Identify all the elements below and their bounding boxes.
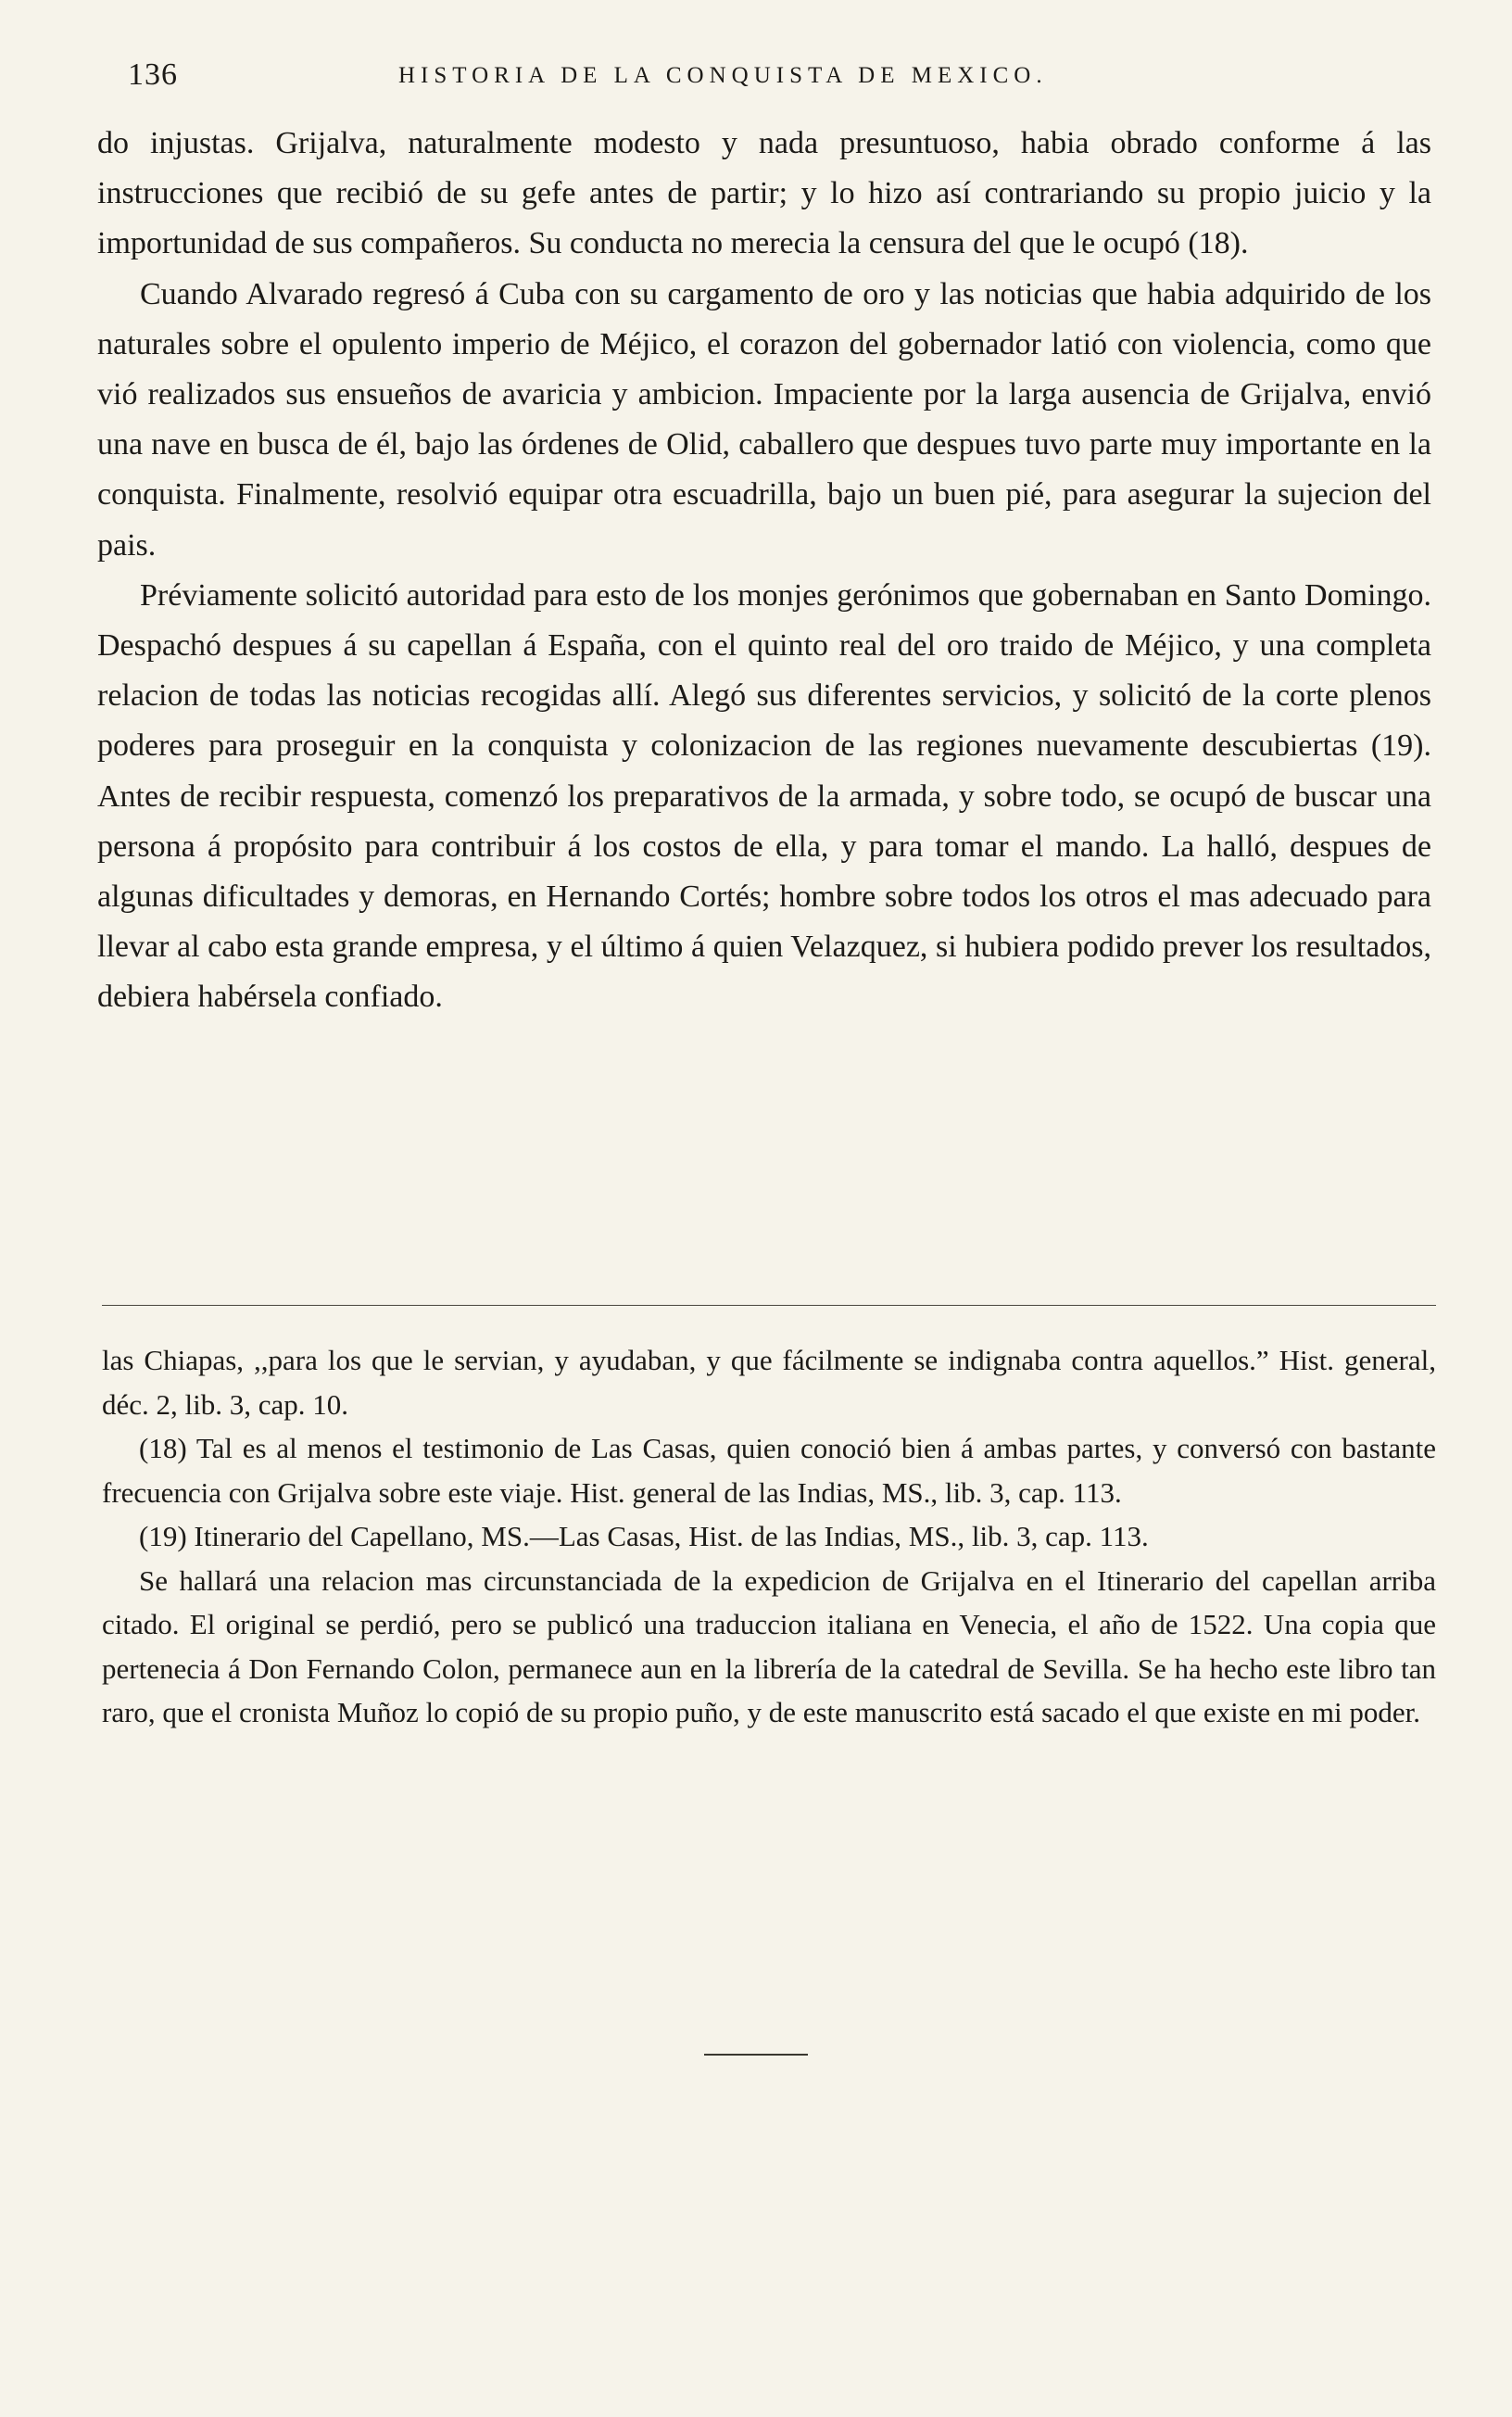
paragraph: Cuando Alvarado regresó á Cuba con su cargamento de oro y las noticias que habia adquirido de los naturales sobre el opulento imperio de Méjico, el corazon del gobernador latió con violencia, como que vió realizados sus ensueños de avaricia y ambicion. Impaciente por la larga ausencia de Grijalva, envió una nave en busca de él, bajo las órdenes de Olid, caballero que despues tuvo parte muy importante en la conquista. Finalmente, resolvió equipar otra escuadrilla, bajo un buen pié, para asegurar la sujecion del pais. xyxy=(97,276,1431,563)
footnote: (18) Tal es al menos el testimonio de Las Casas, quien conoció bien á ambas partes, y conversó con bastante frecuencia con Grijalva sobre este viaje. Hist. general de las Indias, MS., lib. 3, cap. 113. xyxy=(102,1432,1436,1509)
footnote-separator xyxy=(102,1305,1436,1306)
footnote: Se hallará una relacion mas circunstanciada de la expedicion de Grijalva en el Itinerario del capellan arriba citado. El original se perdió, pero se publicó una traduccion italiana en Venecia, el año de 1522. Una copia que pertenecia á Don Fernando Colon, permanece aun en la librería de la catedral de Sevilla. Se ha hecho este libro tan raro, que el cronista Muñoz lo copió de su propio puño, y de este manuscrito está sacado el que existe en mi poder. xyxy=(102,1563,1436,1728)
running-title: HISTORIA DE LA CONQUISTA DE MEXICO. xyxy=(398,63,1048,88)
footnote-continuation: las Chiapas, ,,para los que le servian, y ayudaban, y que fácilmente se indignaba contra aquellos.” Hist. general, déc. 2, lib. 3, cap. 10. xyxy=(102,1344,1436,1421)
paragraph: Préviamente solicitó autoridad para esto de los monjes gerónimos que gobernaban en Santo Domingo. Despachó despues á su capellan á España, con el quinto real del oro traido de Méjico, y una completa relacion de todas las noticias recogidas allí. Alegó sus diferentes servicios, y solicitó de la corte plenos poderes para proseguir en la conquista y colonizacion de las regiones nuevamente descubiertas (19). Antes de recibir respuesta, comenzó los preparativos de la armada, y sobre todo, se ocupó de buscar una persona á propósito para contribuir á los costos de ella, y para tomar el mando. La halló, despues de algunas dificultades y demoras, en Hernando Cortés; hombre sobre todos los otros el mas adecuado para llevar al cabo esta grande empresa, y el último á quien Velazquez, si hubiera podido prever los resultados, debiera habérsela confiado. xyxy=(97,577,1431,1015)
paragraph: do injustas. Grijalva, naturalmente modesto y nada presuntuoso, habia obrado conforme á las instrucciones que recibió de su gefe antes de partir; y lo hizo así contrariando su propio juicio y la importunidad de sus compañeros. Su conducta no merecia la censura del que le ocupó (18). xyxy=(97,126,1431,261)
footnotes xyxy=(102,1338,1436,1735)
end-rule xyxy=(704,2054,808,2056)
main-text xyxy=(97,119,1431,1023)
page-number: 136 xyxy=(128,57,178,92)
footnote: (19) Itinerario del Capellano, MS.—Las Casas, Hist. de las Indias, MS., lib. 3, cap. 113. xyxy=(139,1520,1149,1552)
page-header xyxy=(0,57,1512,95)
